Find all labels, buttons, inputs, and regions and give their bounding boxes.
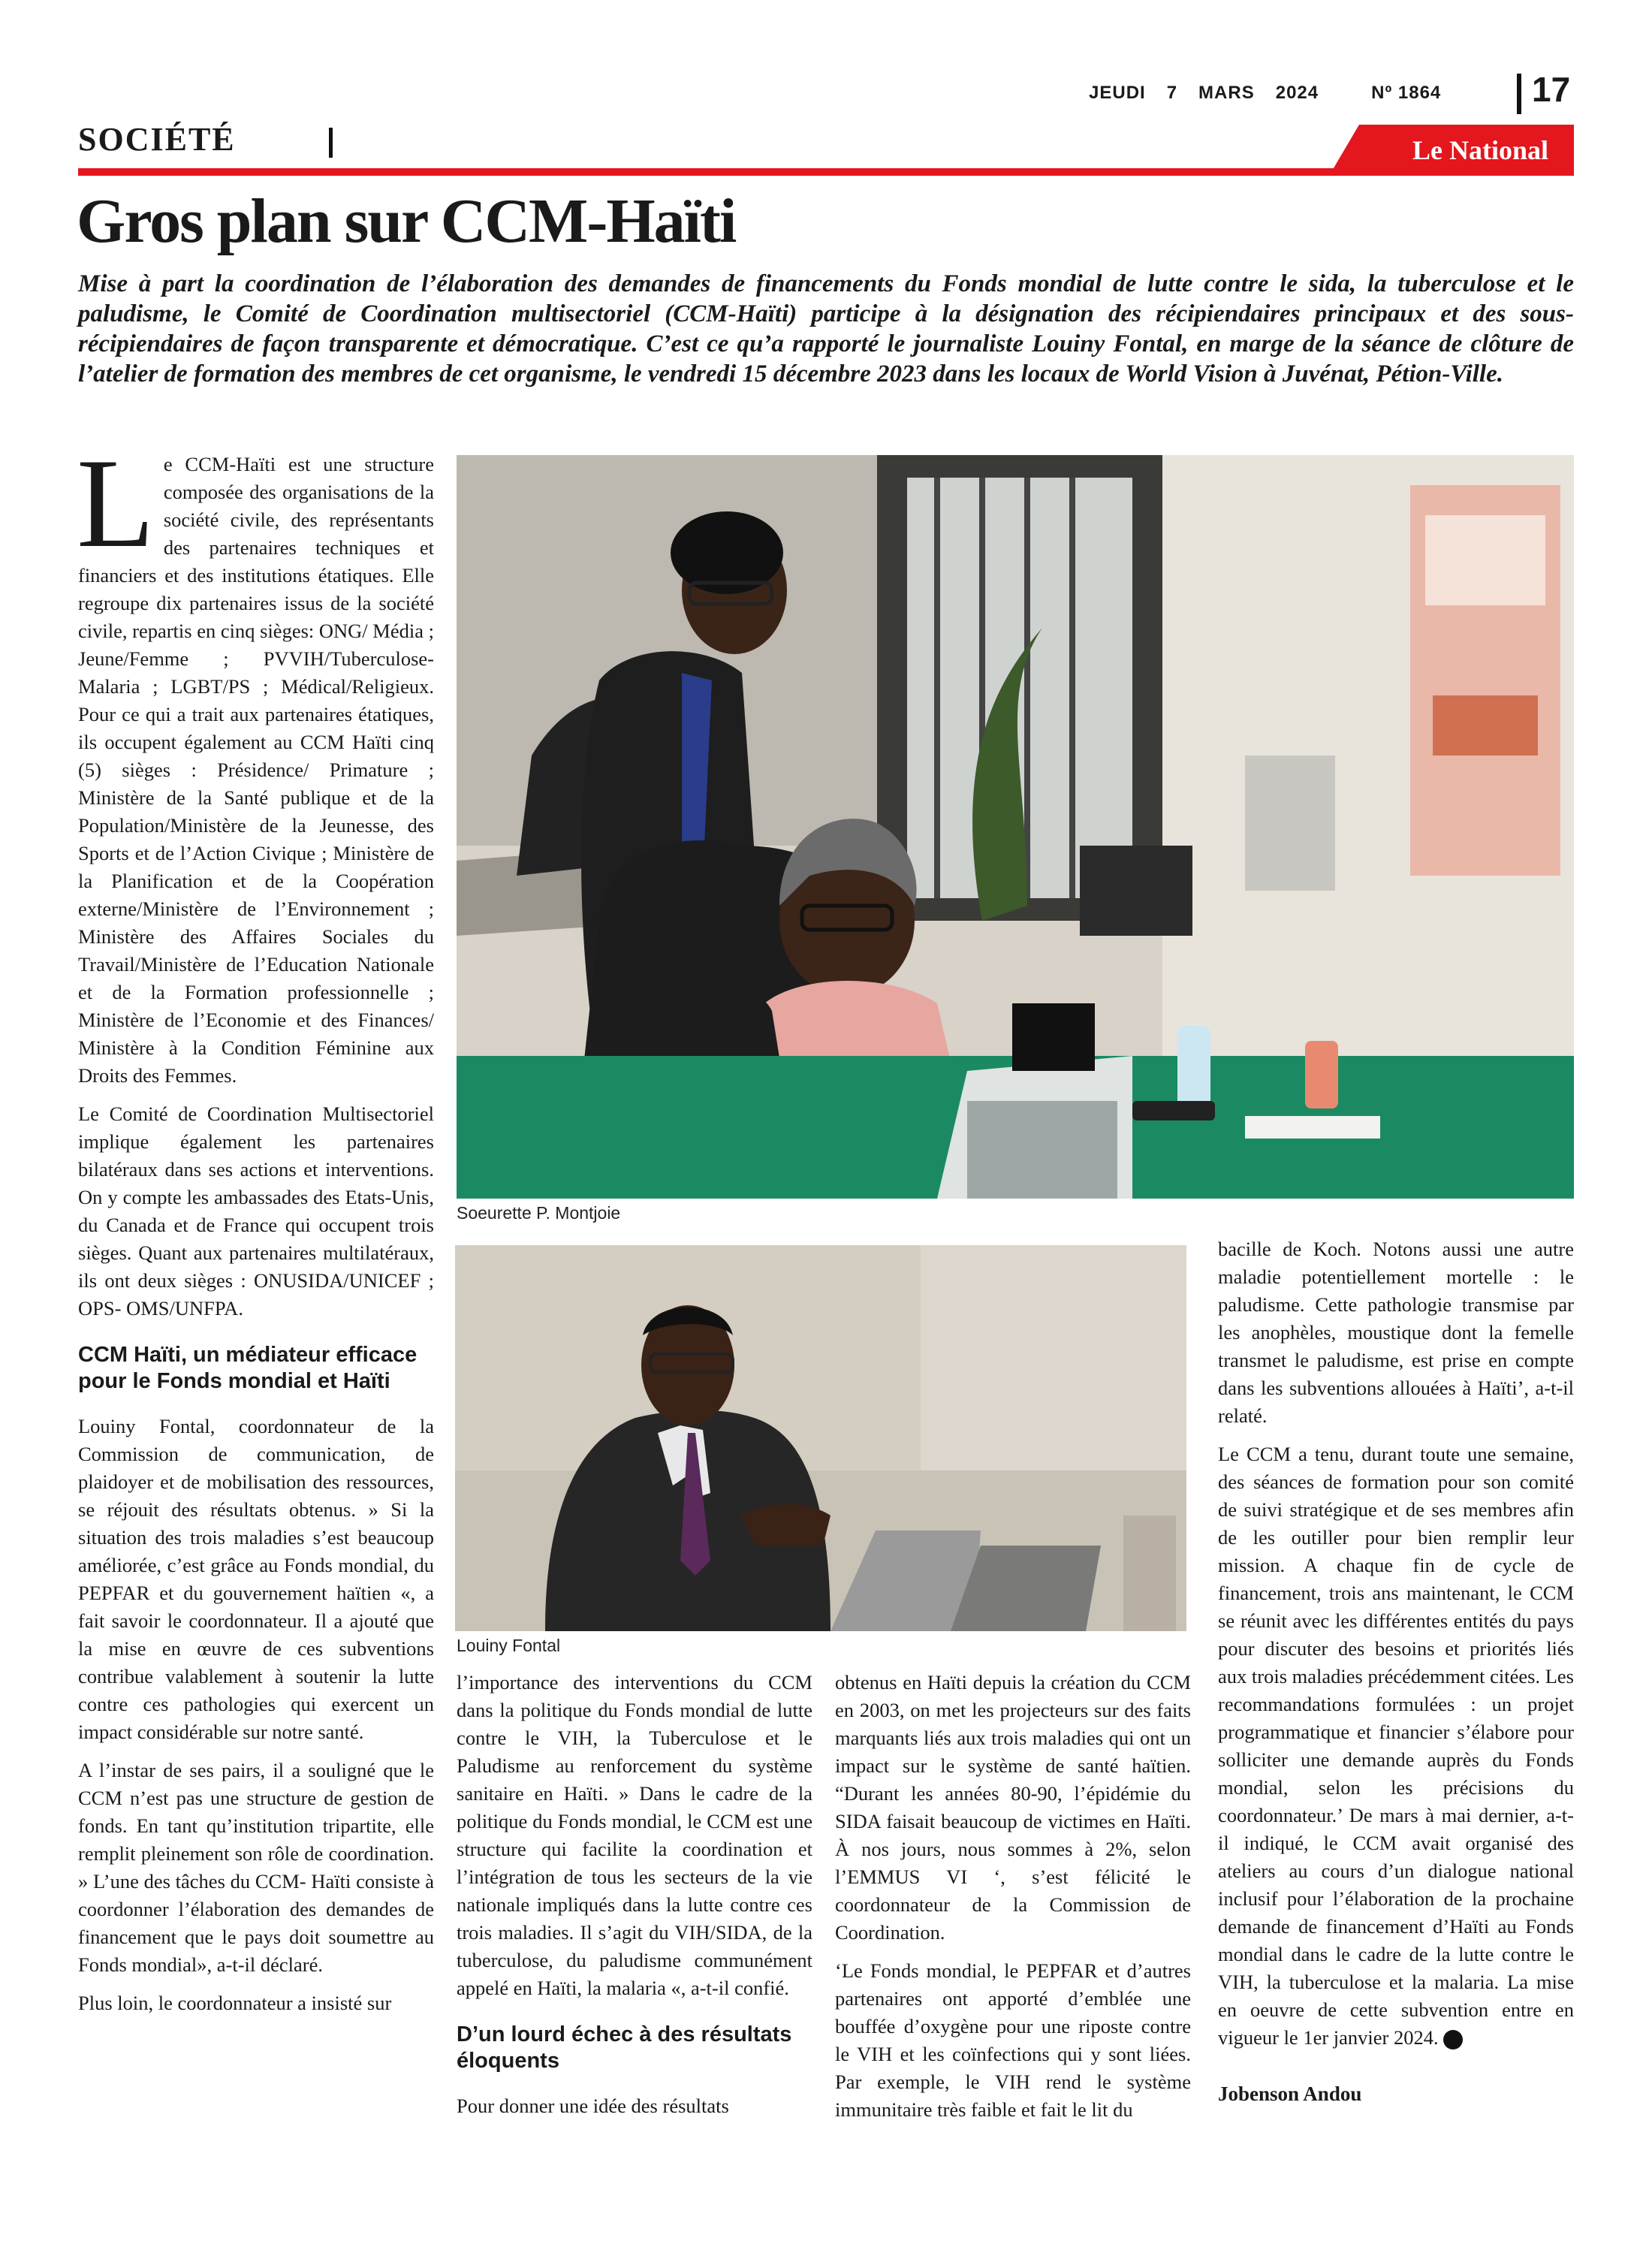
paragraph (77, 433, 434, 1090)
issue-year: 2024 (1275, 83, 1319, 103)
subheading: CCM Haïti, un médiateur efficace pour le Fonds mondial et Haïti (78, 1343, 418, 1393)
photo-meeting-women-image (457, 455, 1574, 1199)
photo-louiny-fontal-image (455, 1245, 1186, 1631)
column-3 (835, 1669, 1191, 2134)
paragraph: A l’instar de ses pairs, il a souligné que le CCM n’est pas une structure de gestion de fonds. En tant qu’institution tripartite, elle remplit pleinement son rôle de coordination. » L’une des tâches du CCM- Haïti consiste à coordonner l’élaboration des demandes de financement que le pays doit soumettre au Fonds mondial», a-t-il déclaré. (78, 1759, 434, 1976)
header-rule (78, 168, 1574, 176)
page-number: 17 (1532, 70, 1571, 109)
column-2 (457, 1669, 812, 2131)
page-number-divider (1517, 74, 1521, 114)
issue-month: MARS (1198, 83, 1255, 103)
article-lede: Mise à part la coordination de l’élaboration des demandes de financements du Fonds mondial de lutte contre le sida, la tuberculose et le paludisme, le Comité de Coordination multisectoriel (CCM-Haïti) participe à la désignation des récipiendaires principaux et des sous-récipiendaires de façon transparente et démocratique. C’est ce qu’a rapporté le journaliste Louiny Fontal, en marge de la séance de clôture de l’atelier de formation des membres de cet organisme, le vendredi 15 décembre 2023 dans les locaux de World Vision à Juvénat, Pétion-Ville. (78, 270, 1574, 388)
brand-banner: Le National (1329, 125, 1574, 176)
paragraph: bacille de Koch. Notons aussi une autre maladie potentiellement mortelle : le paludisme. Cette pathologie transmise par les anophèles, moustique dont la femelle transmet le paludisme, est prise en compte dans les subventions allouées à Haïti’, a-t-il relaté. (1218, 1238, 1574, 1427)
article-title: Gros plan sur CCM-Haïti (77, 186, 736, 256)
paragraph: l’importance des interventions du CCM dans la politique du Fonds mondial de lutte contre le VIH, la Tuberculose et le Paludisme au renforcement du système sanitaire en Haïti. » Dans le cadre de la politique du Fonds mondial, le CCM est une structure qui facilite la coordination et l’intégration de tous les secteurs de la vie nationale impliqués dans la lutte contre ces trois maladies. Il s’agit du VIH/SIDA, de la tuberculose, du paludisme communément appelé en Haïti, la malaria «, a-t-il confié. (457, 1671, 812, 1999)
paragraph: Louiny Fontal, coordonnateur de la Commission de communication, de plaidoyer et de mobilisation des ressources, se réjouit des résultats obtenus. » Si la situation des trois maladies s’est beaucoup améliorée, c’est grâce au Fonds mondial, du PEPFAR et du gouvernement haïtien «, a fait savoir le coordonnateur. Il a ajouté que la mise en œuvre de ces subventions contribue valablement à soutenir la lutte contre ces pathologies qui exercent un impact considérable sur notre santé. (78, 1415, 434, 1743)
drop-cap: L (77, 433, 155, 574)
end-of-article-icon (1443, 2030, 1463, 2049)
article-author: Jobenson Andou (1218, 2083, 1362, 2105)
issue-date-number: 7 (1166, 83, 1178, 103)
section-divider (329, 128, 333, 158)
paragraph: obtenus en Haïti depuis la création du CCM en 2003, on met les projecteurs sur des faits marquants liés aux trois maladies qui ont un impact sur le système de santé haïtien. “Durant les années 80-90, l’épidémie du SIDA faisait beaucoup de victimes en Haïti. À nos jours, nous sommes à 2%, selon l’EMMUS VI ‘, s’est félicité le coordonnateur de la Commission de Coordination. (835, 1671, 1191, 1944)
paragraph: Pour donner une idée des résultats (457, 2095, 729, 2117)
paragraph: Plus loin, le coordonnateur a insisté sur (78, 1992, 392, 2014)
column-4 (1218, 1235, 1574, 2108)
photo-1-caption: Soeurette P. Montjoie (457, 1203, 621, 1223)
issue-day: JEUDI (1089, 83, 1146, 103)
paragraph-text: e CCM-Haïti est une structure composée des organisations de la société civile, des représentants des partenaires techniques et financiers et des institutions étatiques. Elle regroupe dix partenaires issus de la société civile, repartis en cinq sièges: ONG/ Média ; Jeune/Femme ; PVVIH/Tuberculose-Malaria ; LGBT/PS ; Médical/Religieux. Pour ce qui a trait aux partenaires étatiques, ils occupent également au CCM Haïti cinq (5) sièges : Présidence/ Primature ; Ministère de la Santé publique et de la Population/Ministère de la Jeunesse, des Sports et de l’Action Civique ; Ministère de la Planification et de la Coopération externe/Ministère de l’Environnement ; Ministère des Affaires Sociales du Travail/Ministère de l’Education Nationale et de la Formation professionnelle ; Ministère de l’Economie et des Finances/ Ministère à la Condition Féminine aux Droits des Femmes. (78, 453, 434, 1087)
paragraph (1218, 1440, 1574, 2052)
issue-number: Nº 1864 (1371, 83, 1442, 103)
paragraph: ‘Le Fonds mondial, le PEPFAR et d’autres partenaires ont apporté d’emblée une bouffée d’oxygène pour une riposte contre le VIH et les coïnfections qui y sont liées. Par exemple, le VIH rend le système immunitaire très faible et fait le lit du (835, 1959, 1191, 2121)
paragraph: Le Comité de Coordination Multisectoriel implique également les partenaires bilatéraux dans ses actions et interventions. On y compte les ambassades des Etats-Unis, du Canada et de France qui occupent trois sièges. Quant aux partenaires multilatéraux, ils ont deux sièges : ONUSIDA/UNICEF ; OPS- OMS/UNFPA. (78, 1102, 434, 1320)
subheading: D’un lourd échec à des résultats éloquents (457, 2022, 792, 2073)
section-label: SOCIÉTÉ (78, 121, 236, 158)
photo-meeting-women (457, 455, 1574, 1199)
paragraph-text: Le CCM a tenu, durant toute une semaine, des séances de formation pour son comité de suivi stratégique et de ses membres afin de les outiller pour bien remplir leur mission. A chaque fin de cycle de financement, trois ans maintenant, le CCM se réunit avec les différentes entités du pays pour discuter des besoins et priorités liés aux trois maladies précédemment citées. Les recommandations formulées : un projet programmatique et financier s’élabore pour solliciter une demande auprès du Fonds mondial, selon les précisions du coordonnateur.’ De mars à mai dernier, a-t- il indiqué, le CCM avait organisé des ateliers au cours d’un dialogue national inclusif pour l’élaboration de la prochaine demande de financement d’Haïti au Fonds mondial dans le cadre de la lutte contre le VIH, la tuberculose et la malaria. La mise en oeuvre de cette subvention entre en vigueur le 1er janvier 2024. (1218, 1443, 1574, 2049)
column-1 (77, 433, 434, 2028)
photo-louiny-fontal (455, 1245, 1186, 1631)
photo-2-caption: Louiny Fontal (457, 1636, 561, 1655)
issue-date (1089, 83, 1462, 104)
